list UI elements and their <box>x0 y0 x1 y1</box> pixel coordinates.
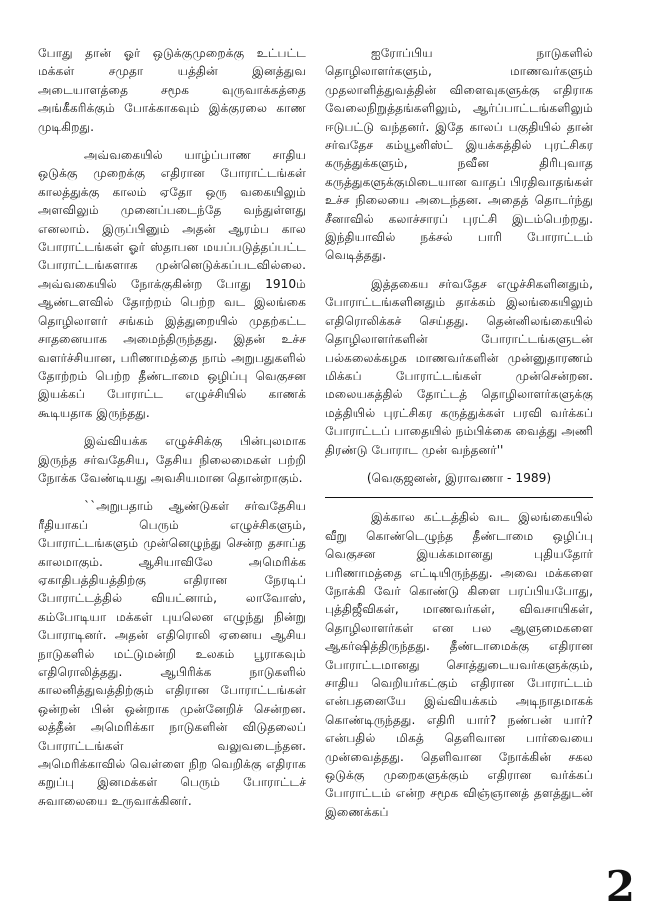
paragraph: இக்கால கட்டத்தில் வட இலங்கையில் வீறு கொண்டெழுந்த தீண்டாமை ஒழிப்பு வெகுசன இயக்கமானது புதியதோர் பரிணாமத்தை எட்டியிருந்தது. அவை மக்களை நோக்கி வேர் கொண்டு கிளை பரப்பியபோது, புத்திஜீவிகள், மாணவர்கள், விவசாயிகள், தொழிலாளர்கள் என பல ஆளுமைகளை ஆகர்ஷித்திருந்தது. தீண்டாமைக்கு எதிரான போராட்டமானது சொத்துடையவர்களுக்கும், சாதிய வெறியர்கட்கும் எதிரான போராட்டம் என்பதனையே இவ்வியக்கம் அடிநாதமாகக் கொண்டிருந்தது. எதிரி யார்? நண்பன் யார்? என்பதில் மிகத் தெளிவான பார்வையை முன்வைத்தது. தெளிவான நோக்கின் சகல ஒடுக்கு முறைகளுக்கும் எதிரான வர்க்கப் போராட்டம் என்ற சமூக விஞ்ஞானத் தளத்துடன் இணைக்கப் <box>325 510 593 819</box>
paragraph: அவ்வகையில் யாழ்ப்பாண சாதிய ஒடுக்கு முறைக்கு எதிரான போராட்டங்கள் காலத்துக்கு காலம் ஏதோ ஒரு வகையிலும் அளவிலும் முனைப்படைந்தே வந்துள்ளது எனலாம். இருப்பினும் அதன் ஆரம்ப கால போராட்டங்கள் ஓர் ஸ்தாபன மயப்படுத்தப்பட்ட போராட்டங்களாக முன்னெடுக்கப்படவில்லை. அவ்வகையில் நோக்குகின்ற போது 1910ம் ஆண்டளவில் தோற்றம் பெற்ற வட இலங்கை தொழிலாளர் சங்கம் இத்துறையில் முதற்கட்ட சாதனையாக அமைந்திருந்தது. இதன் உச்ச வளர்ச்சியான, பரிணாமத்தை நாம் அறுபதுகளில் தோற்றம் பெற்ற தீண்டாமை ஒழிப்பு வெகுசன இயக்கப் போராட்ட எழுச்சியில் காணக் கூடியதாக இருந்தது. <box>38 148 306 420</box>
citation: (வெகுஜனன், இராவணா - 1989) <box>366 470 552 485</box>
paragraph: போது தான் ஓர் ஒடுக்குமுறைக்கு உட்பட்ட மக்கள் சமுதா யத்தின் இனத்துவ அடையாளத்தை சமூக வுருவாக்கத்தை அங்கீகரிக்கும் போக்காகவும் இக்குரலை காண முடிகிறது. <box>38 46 306 134</box>
paragraph: இத்தகைய சர்வதேச எழுச்சிகளினதும், போராட்டங்களினதும் தாக்கம் இலங்கையிலும் எதிரொலிக்கச் செய்தது. தென்னிலங்கையில் தொழிலாளர்களின் போராட்டங்களுடன் பல்கலைக்கழக மாணவர்களின் முன்னுதாரணம் மிக்கப் போராட்டங்கள் முன்சென்றன. மலையகத்தில் தோட்டத் தொழிலாளர்களுக்கு மத்தியில் புரட்சிகர கருத்துக்கள் பரவி வர்க்கப் போராட்டப் பாதையில் நம்பிக்கை வைத்து அணி திரண்டு போராட முன் வந்தனர்'' <box>325 276 593 457</box>
divider <box>325 497 593 498</box>
paragraph: இவ்வியக்க எழுச்சிக்கு பின்புலமாக இருந்த சர்வதேசிய, தேசிய நிலைமைகள் பற்றி நோக்க வேண்டியது அவசியமான தொன்றாகும். <box>38 434 306 485</box>
quotation-paragraph: ``அறுபதாம் ஆண்டுகள் சர்வதேசிய ரீதியாகப் பெரும் எழுச்சிகளும், போராட்டங்களும் முன்னெழுந்து சென்ற தசாப்த காலமாகும். ஆசியாவிலே அமெரிக்க ஏகாதிபத்தியத்திற்கு எதிரான நேரடிப் போராட்டத்தில் வியட்னாம், லாவோஸ், கம்போடியா மக்கள் புயலென எழுந்து நின்று போராடினர். அதன் எதிரொலி ஏனைய ஆசிய நாடுகளில் மட்டுமன்றி உலகம் பூராகவும் எதிரொலித்தது. ஆபிரிக்க நாடுகளில் காலனித்துவத்திற்கும் எதிரான போராட்டங்கள் ஒன்றன் பின் ஒன்றாக முன்னேறிச் சென்றன. லத்தீன் அமெரிக்கா நாடுகளின் விடுதலைப் போராட்டங்கள் வலுவடைந்தன. அமெரிக்காவில் வெள்ளை நிற வெறிக்கு எதிராக கறுப்பு இனமக்கள் பெரும் போராட்டச் சுவாலையை உருவாக்கினர். <box>38 499 306 808</box>
left-column <box>38 44 306 820</box>
paragraph: ஐரோப்பிய நாடுகளில் தொழிலாளர்களும், மாணவர்களும் முதலாளித்துவத்தின் விளைவுகளுக்கு எதிராக வேலைநிறுத்தங்களிலும், ஆர்ப்பாட்டங்களிலும் ஈடுபட்டு வந்தனர். இதே காலப் பகுதியில் தான் சர்வதேச கம்யூனிஸ்ட் இயக்கத்தில் புரட்சிகர கருத்துக்களும், நவீன திரிபுவாத கருத்துகளுக்குமிடையான வாதப் பிரதிவாதங்கள் உச்ச நிலையை அடைந்தன. அதைத் தொடர்ந்து சீனாவில் கலாச்சாரப் புரட்சி இடம்பெற்றது. இந்தியாவில் நக்சல் பாரி போராட்டம் வெடித்தது. <box>325 46 593 263</box>
page-number: 2 <box>605 862 635 911</box>
right-column <box>325 44 593 831</box>
